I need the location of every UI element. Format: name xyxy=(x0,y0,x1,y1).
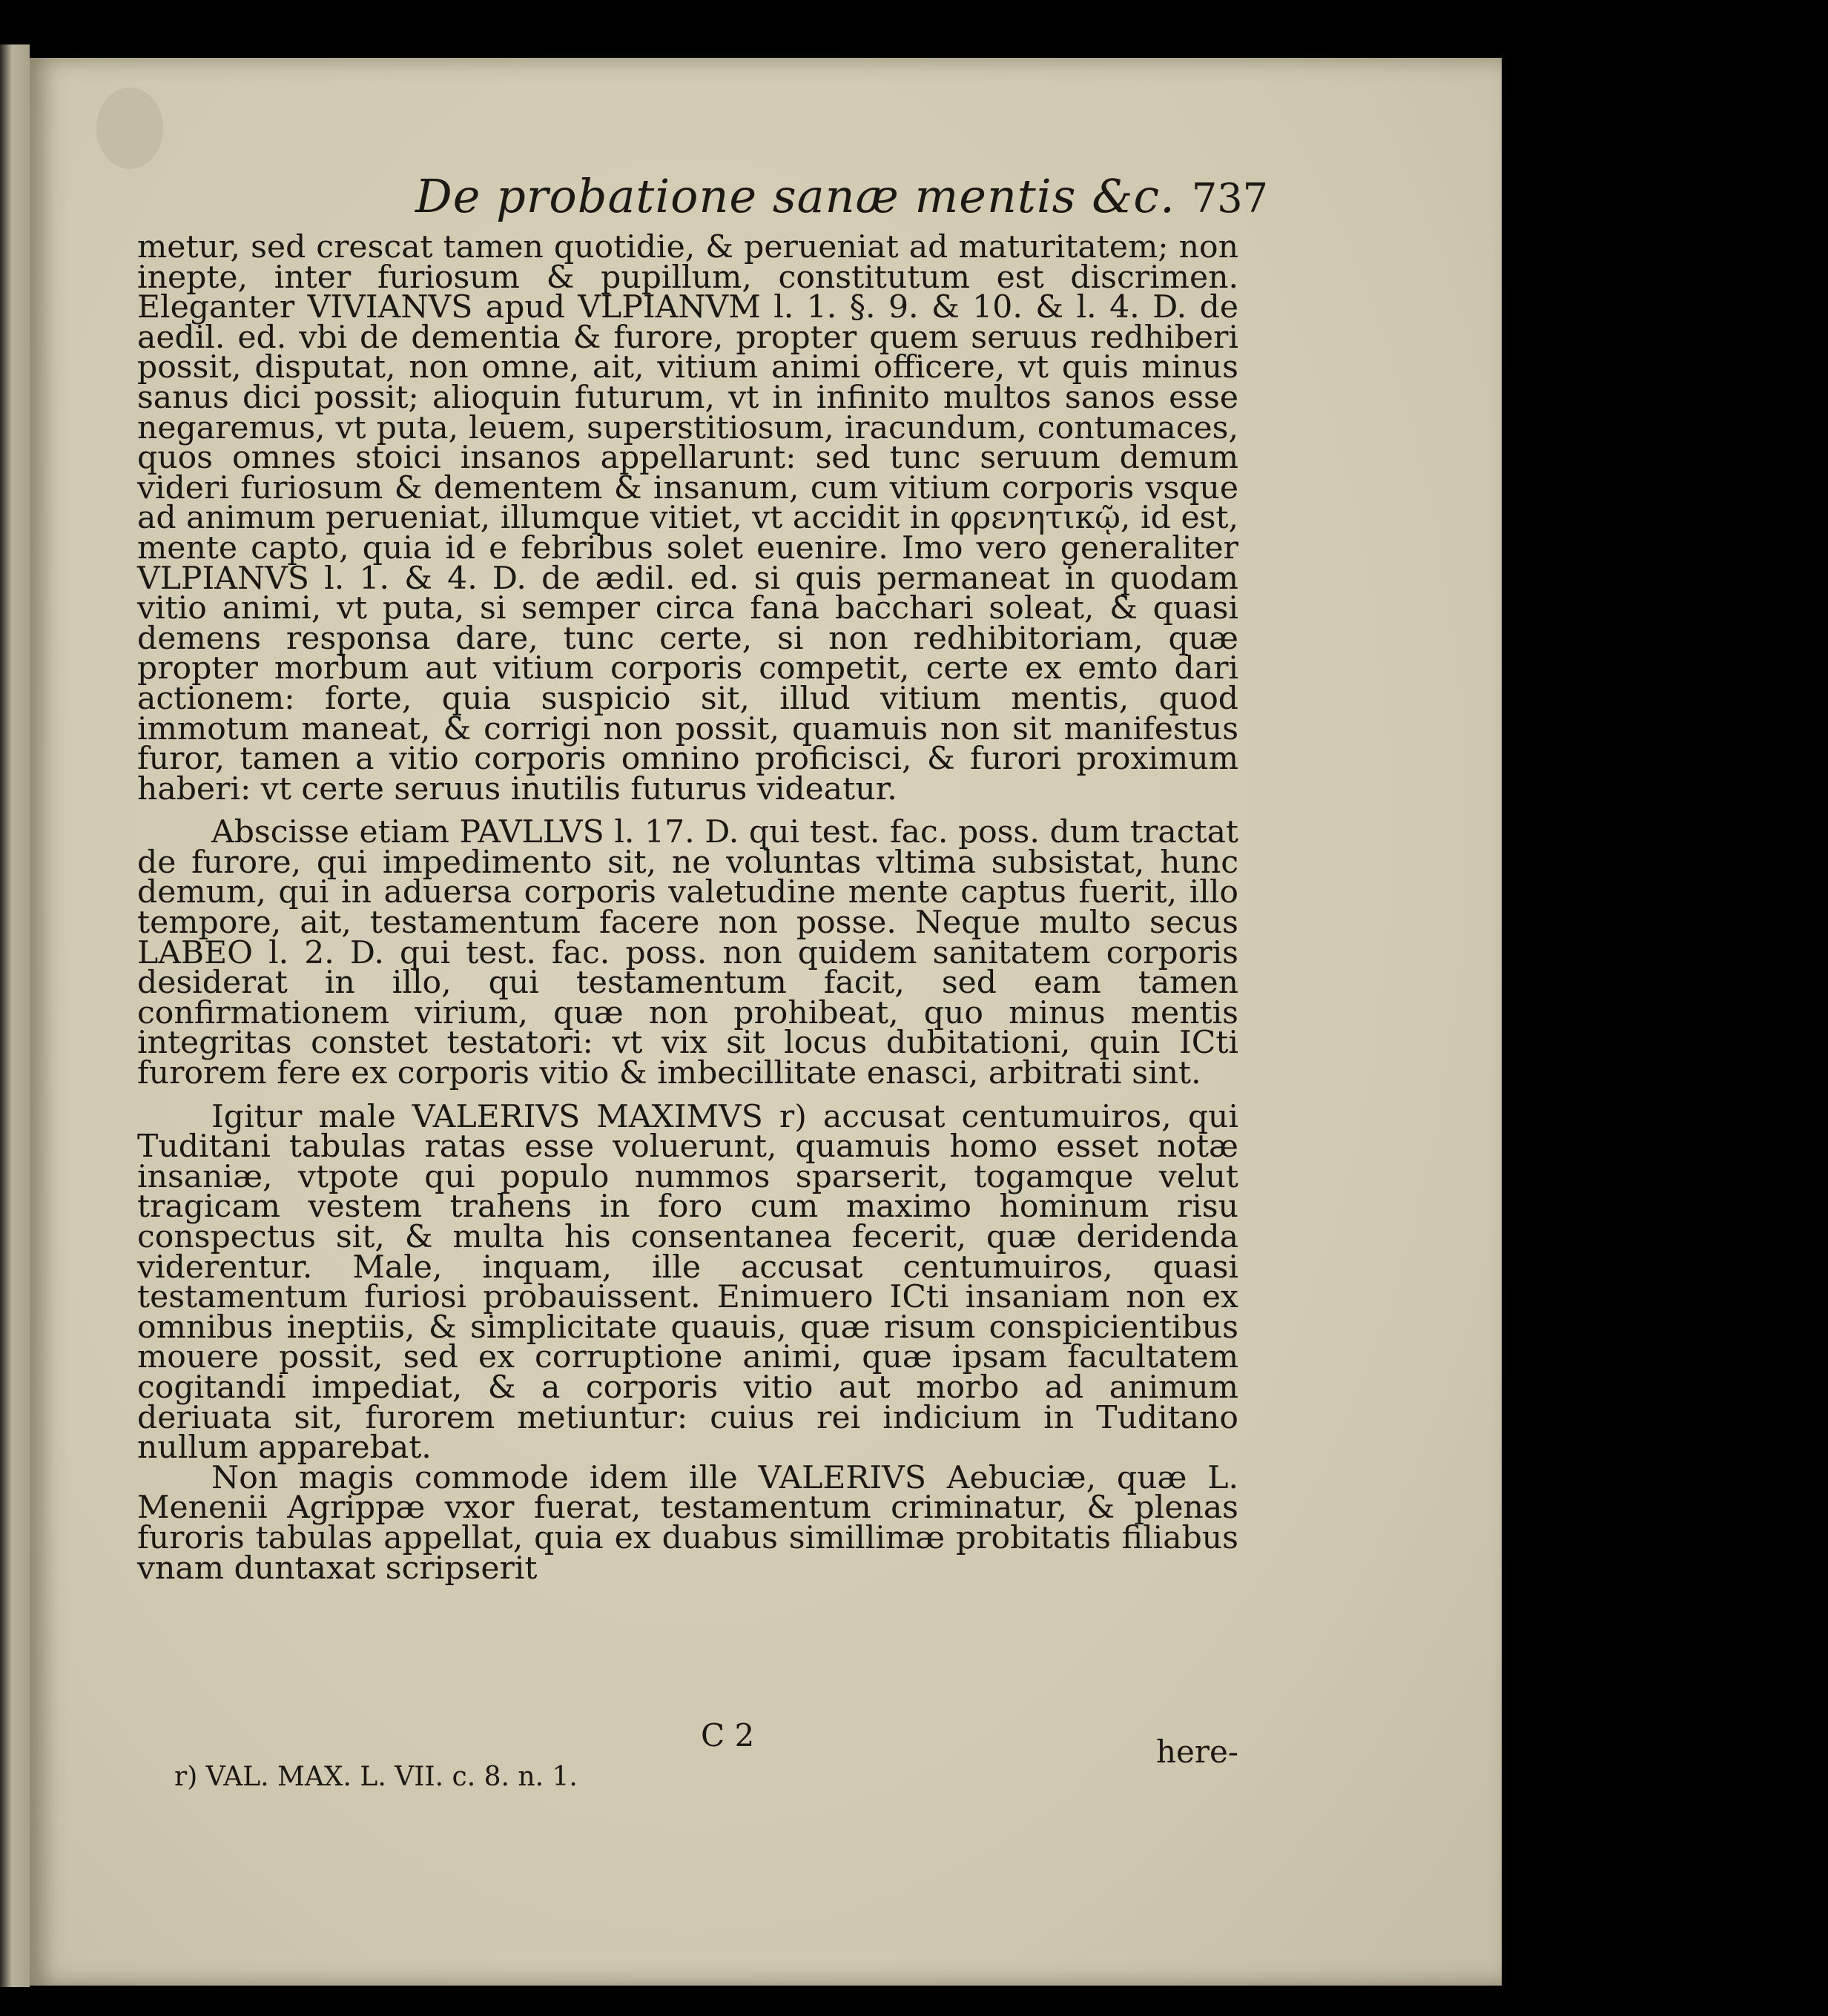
page-number: 737 xyxy=(1191,175,1268,222)
signature-mark: C 2 xyxy=(701,1717,755,1754)
paragraph: Abscisse etiam PAVLLVS l. 17. D. qui test. fac. poss. dum tractat de furore, qui impedimento sit, ne voluntas vltima subsistat, hunc demum, qui in aduersa corporis valetudine mente captus fuerit, illo tempore, ait, testamentum facere non posse. Neque multo secus LABEO l. 2. D. qui test. fac. poss. non quidem sanitatem corporis desiderat in illo, qui testamentum facit, sed eam tamen confirmationem virium, quæ non prohibeat, quo minus mentis integritas constet testatori: vt vix sit locus dubitationi, quin ICti furorem fere ex corporis vitio & imbecillitate enasci, arbitrati sint. xyxy=(137,814,1238,1092)
paragraph: metur, sed crescat tamen quotidie, & perueniat ad maturitatem; non inepte, inter furiosum & pupillum, constitutum est discrimen. Eleganter VIVIANVS apud VLPIANVM l. 1. §. 9. & 10. & l. 4. D. de aedil. ed. vbi de dementia & furore, propter quem seruus redhiberi possit, disputat, non omne, ait, vitium animi officere, vt quis minus sanus dici possit; alioquin futurum, vt in infinito multos sanos esse negaremus, vt puta, leuem, superstitiosum, iracundum, contumaces, quos omnes stoici insanos appellarunt: sed tunc seruum demum videri furiosum & dementem & insanum, cum vitium corporis vsque ad animum perueniat, illumque vitiet, vt accidit in φρενητικῷ, id est, mente capto, quia id e febribus solet euenire. Imo vero generaliter VLPIANVS l. 1. & 4. D. de ædil. ed. si quis permaneat in quodam vitio animi, vt puta, si semper circa fana bacchari soleat, & quasi demens responsa dare, tunc certe, si non redhibitoriam, quæ propter morbum aut vitium corporis competit, certe ex emto dari actionem: forte, quia suspicio sit, illud vitium mentis, quod immotum maneat, & corrigi non possit, quamuis non sit manifestus furor, tamen a vitio corporis omnino proficisci, & furori proximum haberi: vt certe seruus inutilis futurus videatur. xyxy=(137,229,1238,807)
paragraph: Igitur male VALERIVS MAXIMVS r) accusat centumuiros, qui Tuditani tabulas ratas esse voluerunt, quamuis homo esset notæ insaniæ, vtpote qui populo nummos sparserit, togamque velut tragicam vestem trahens in foro cum maximo hominum risu conspectus sit, & multa his consentanea fecerit, quæ deridenda viderentur. Male, inquam, ille accusat centumuiros, quasi testamentum furiosi probauissent. Enimuero ICti insaniam non ex omnibus ineptiis, & simplicitate quauis, quæ risum conspicientibus mouere possit, sed ex corruptione animi, quæ ipsam facultatem cogitandi impediat, & a corporis vitio aut morbo ad animum deriuata sit, furorem metiuntur: cuius rei indicium in Tuditano nullum apparebat. xyxy=(137,1098,1238,1467)
catchword: here- xyxy=(1155,1734,1238,1770)
book-page xyxy=(30,58,1502,1986)
main-text xyxy=(137,229,1238,1587)
catchline xyxy=(137,1717,1238,1770)
paper-stain xyxy=(96,87,163,169)
paragraph: Non magis commode idem ille VALERIVS Aebuciæ, quæ L. Menenii Agrippæ vxor fuerat, testamentum criminatur, & plenas furoris tabulas appellat, quia ex duabus simillimæ probitatis filiabus vnam duntaxat scripserit xyxy=(137,1459,1238,1587)
footnote: r) VAL. MAX. L. VII. c. 8. n. 1. xyxy=(174,1762,578,1792)
running-title: De probatione sanæ mentis &c. xyxy=(415,169,1175,223)
running-head xyxy=(415,169,1268,223)
facing-page-edge xyxy=(0,44,30,1987)
